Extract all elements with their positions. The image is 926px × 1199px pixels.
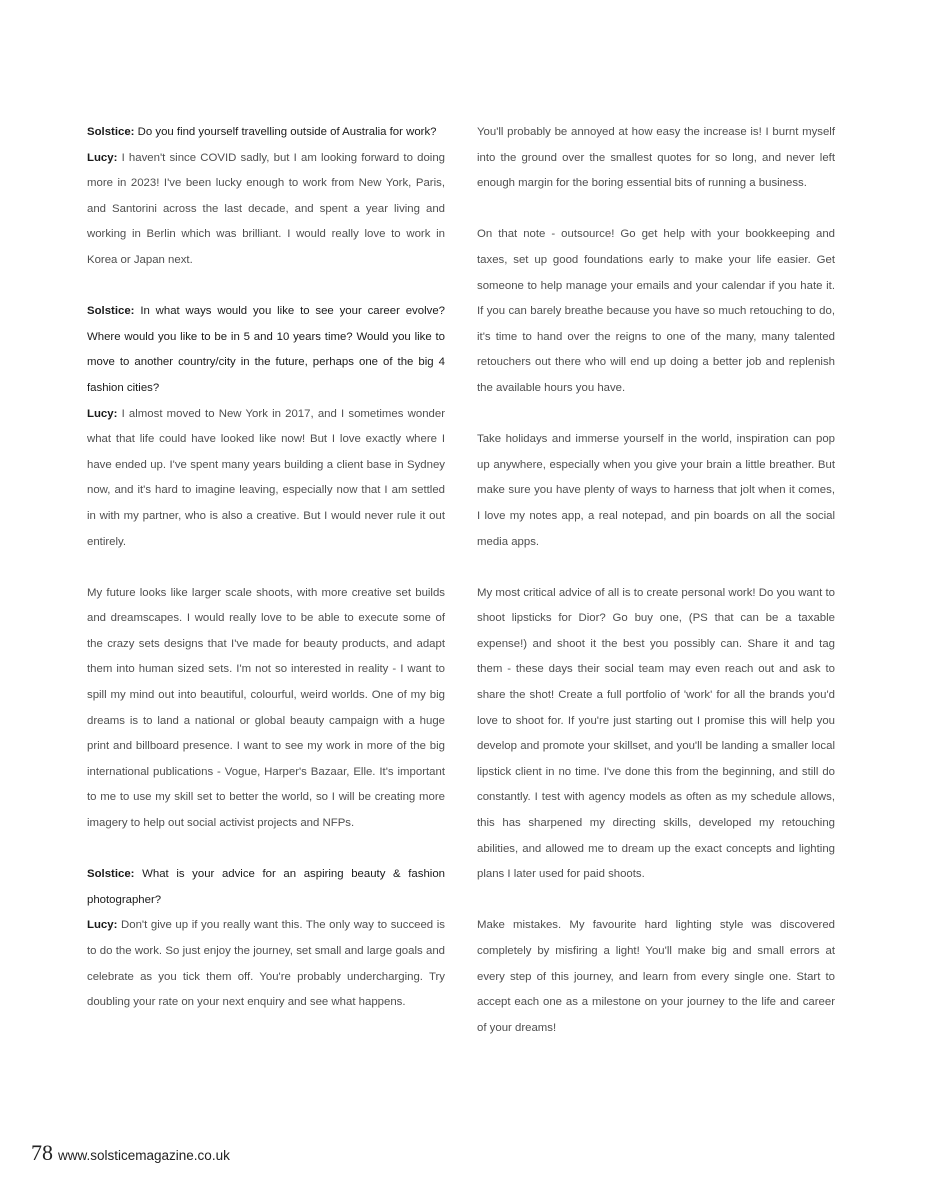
answer-text: I haven't since COVID sadly, but I am looking forward to doing more in 2023! I've been lucky enough to work from New York, Paris, and Santorini across the last decade, and spent a year living and working in Berlin which was brilliant. I would really love to work in Korea or Japan next. bbox=[87, 151, 445, 266]
paragraph-holidays: Take holidays and immerse yourself in the world, inspiration can pop up anywhere, especially when you give your brain a little breather. But make sure you have plenty of ways to harness that jolt when it comes, I love my notes app, a real notepad, and pin boards on all the social media apps. bbox=[477, 433, 835, 548]
page-footer bbox=[31, 1140, 230, 1166]
answer-advice bbox=[87, 913, 445, 1015]
answer-travel bbox=[87, 146, 445, 274]
question-career bbox=[87, 299, 445, 401]
paragraph-increase: You'll probably be annoyed at how easy the increase is! I burnt myself into the ground over the smallest quotes for so long, and never left enough margin for the boring essential bits of running a business. bbox=[477, 126, 835, 190]
speaker-label: Solstice: bbox=[87, 305, 135, 318]
speaker-label: Lucy: bbox=[87, 151, 118, 164]
page-number: 78 bbox=[31, 1140, 53, 1165]
answer-text: Don't give up if you really want this. The only way to succeed is to do the work. So just enjoy the journey, set small and large goals and celebrate as you tick them off. You're probably undercharging. Try doubling your rate on your next enquiry and see what happens. bbox=[87, 919, 445, 1009]
answer-career bbox=[87, 402, 445, 556]
speaker-label: Solstice: bbox=[87, 868, 135, 881]
question-text: What is your advice for an aspiring beauty & fashion photographer? bbox=[87, 868, 445, 906]
speaker-label: Lucy: bbox=[87, 407, 118, 420]
paragraph-mistakes: Make mistakes. My favourite hard lighting style was discovered completely by misfiring a light! You'll make big and small errors at every step of this journey, and learn from every single one. Start to accept each one as a milestone on your journey to the life and career of your dreams! bbox=[477, 919, 835, 1034]
speaker-label: Solstice: bbox=[87, 126, 135, 138]
paragraph-personal-work: My most critical advice of all is to create personal work! Do you want to shoot lipsticks for Dior? Go buy one, (PS that can be a taxable expense!) and shoot it the best you possibly can. Share it and tag them - these days their social team may even reach out and ask to share the shot! Create a full portfolio of 'work' for all the brands you'd love to shoot for. If you're just starting out I promise this will help you develop and promote your skillset, and you'll be landing a smaller local lipstick client in no time. I've done this from the beginning, and still do constantly. I test with agency models as often as my schedule allows, this has sharpened my directing skills, developed my retouching abilities, and allowed me to dream up the exact concepts and lighting plans I later used for paid shoots. bbox=[477, 586, 835, 881]
paragraph-outsource: On that note - outsource! Go get help with your bookkeeping and taxes, set up good foundations early to make your life easier. Get someone to help manage your emails and your calendar if you hate it. If you can barely breathe because you have so much retouching to do, it's time to hand over the reigns to one of the many, many talented retouchers out there who will end up doing a better job and replenish the available hours you have. bbox=[477, 228, 835, 394]
question-text: Do you find yourself travelling outside of Australia for work? bbox=[134, 126, 437, 138]
question-travel bbox=[87, 120, 445, 146]
question-text: In what ways would you like to see your career evolve? Where would you like to be in 5 and 10 years time? Would you like to move to another country/city in the future, perhaps one of the big 4 fashion cities? bbox=[87, 305, 445, 394]
left-column bbox=[87, 120, 445, 1016]
speaker-label: Lucy: bbox=[87, 919, 118, 932]
website-url: www.solsticemagazine.co.uk bbox=[58, 1148, 230, 1163]
right-column bbox=[477, 120, 835, 1041]
paragraph-future: My future looks like larger scale shoots, with more creative set builds and dreamscapes. I would really love to be able to execute some of the crazy sets designs that I've made for beauty products, and adapt them into human sized sets. I'm not so interested in reality - I want to spill my mind out into beautiful, colourful, weird worlds. One of my big dreams is to land a national or global beauty campaign with a huge print and billboard presence. I want to see my work in more of the big international publications - Vogue, Harper's Bazaar, Elle. It's important to me to use my skill set to better the world, so I will be creating more imagery to help out social activist projects and NFPs. bbox=[87, 586, 445, 830]
question-advice bbox=[87, 862, 445, 913]
answer-text: I almost moved to New York in 2017, and I sometimes wonder what that life could have looked like now! But I love exactly where I have ended up. I've spent many years building a client base in Sydney now, and it's hard to imagine leaving, especially now that I am settled in with my partner, who is also a creative. But I would never rule it out entirely. bbox=[87, 407, 445, 548]
